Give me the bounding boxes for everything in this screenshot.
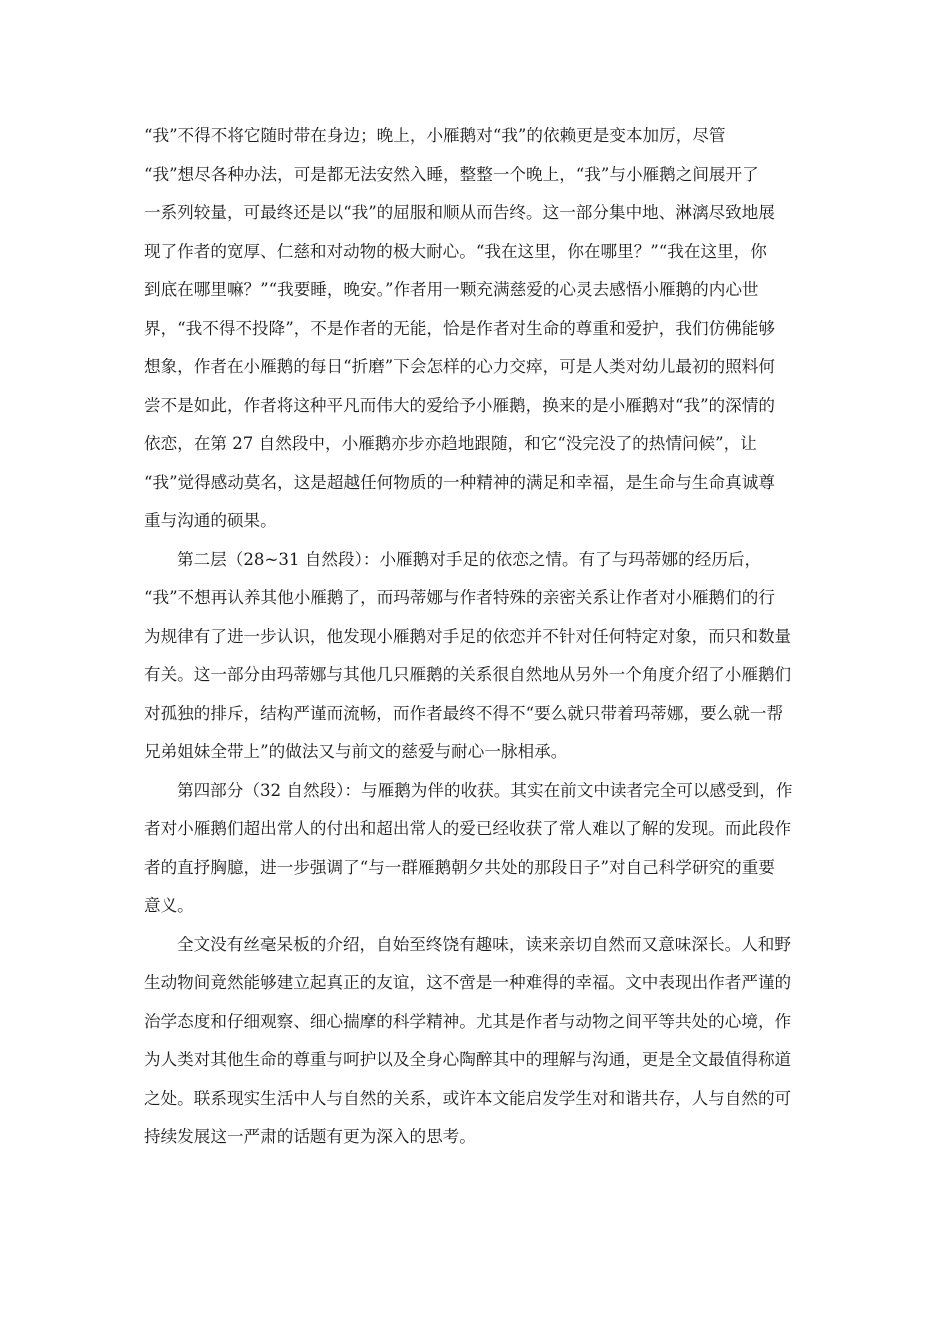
- text-line: 想象，作者在小雁鹅的每日“折磨”下会怎样的心力交瘁，可是人类对幼儿最初的照料何: [144, 357, 775, 376]
- text-line: 兄弟姐妹全带上”的做法又与前文的慈爱与耐心一脉相承。: [144, 742, 568, 761]
- text-line: 重与沟通的硕果。: [144, 511, 277, 530]
- paragraph-start-line: 第四部分（32 自然段）：与雁鹅为伴的收获。其实在前文中读者完全可以感受到，作: [177, 781, 793, 800]
- text-line: 者对小雁鹅们超出常人的付出和超出常人的爱已经收获了常人难以了解的发现。而此段作: [144, 819, 792, 838]
- text-line: 对孤独的排斥，结构严谨而流畅，而作者最终不得不“要么就只带着玛蒂娜，要么就一帮: [144, 704, 784, 723]
- text-line: “我”不想再认养其他小雁鹅了，而玛蒂娜与作者特殊的亲密关系让作者对小雁鹅们的行: [144, 588, 775, 607]
- text-line: 意义。: [144, 896, 194, 915]
- paragraph-start-line: 第二层（28~31 自然段）：小雁鹅对手足的依恋之情。有了与玛蒂娜的经历后，: [177, 550, 762, 569]
- text-line: 有关。这一部分由玛蒂娜与其他几只雁鹅的关系很自然地从另外一个角度介绍了小雁鹅们: [144, 665, 792, 684]
- text-line: “我”不得不将它随时带在身边；晚上，小雁鹅对“我”的依赖更是变本加厉，尽管: [144, 126, 726, 145]
- text-line: 界，“我不得不投降”，不是作者的无能，恰是作者对生命的尊重和爱护，我们仿佛能够: [144, 319, 775, 338]
- text-line: “我”觉得感动莫名，这是超越任何物质的一种精神的满足和幸福，是生命与生命真诚尊: [144, 473, 775, 492]
- text-line: “我”想尽各种办法，可是都无法安然入睡，整整一个晚上，“我”与小雁鹅之间展开了: [144, 165, 759, 184]
- paragraph-start-line: 全文没有丝毫呆板的介绍，自始至终饶有趣味，读来亲切自然而又意味深长。人和野: [177, 935, 791, 954]
- text-line: 到底在哪里嘛？”“我要睡，晚安。”作者用一颗充满慈爱的心灵去感悟小雁鹅的内心世: [144, 280, 759, 299]
- text-line: 之处。联系现实生活中人与自然的关系，或许本文能启发学生对和谐共存，人与自然的可: [144, 1089, 792, 1108]
- text-line: 治学态度和仔细观察、细心揣摩的科学精神。尤其是作者与动物之间平等共处的心境，作: [144, 1012, 792, 1031]
- text-line: 为人类对其他生命的尊重与呵护以及全身心陶醉其中的理解与沟通，更是全文最值得称道: [144, 1050, 792, 1069]
- text-line: 尝不是如此，作者将这种平凡而伟大的爱给予小雁鹅，换来的是小雁鹅对“我”的深情的: [144, 396, 775, 415]
- text-line: 一系列较量，可最终还是以“我”的屈服和顺从而告终。这一部分集中地、淋漓尽致地展: [144, 203, 775, 222]
- text-line: 依恋，在第 27 自然段中，小雁鹅亦步亦趋地跟随，和它“没完没了的热情问候”，让: [144, 434, 757, 453]
- text-line: 持续发展这一严肃的话题有更为深入的思考。: [144, 1127, 476, 1146]
- text-line: 生动物间竟然能够建立起真正的友谊，这不啻是一种难得的幸福。文中表现出作者严谨的: [144, 973, 792, 992]
- text-line: 为规律有了进一步认识，他发现小雁鹅对手足的依恋并不针对任何特定对象，而只和数量: [144, 627, 792, 646]
- text-line: 现了作者的宽厚、仁慈和对动物的极大耐心。“我在这里，你在哪里？”“我在这里，你: [144, 242, 767, 261]
- text-line: 者的直抒胸臆，进一步强调了“与一群雁鹅朝夕共处的那段日子”对自己科学研究的重要: [144, 858, 775, 877]
